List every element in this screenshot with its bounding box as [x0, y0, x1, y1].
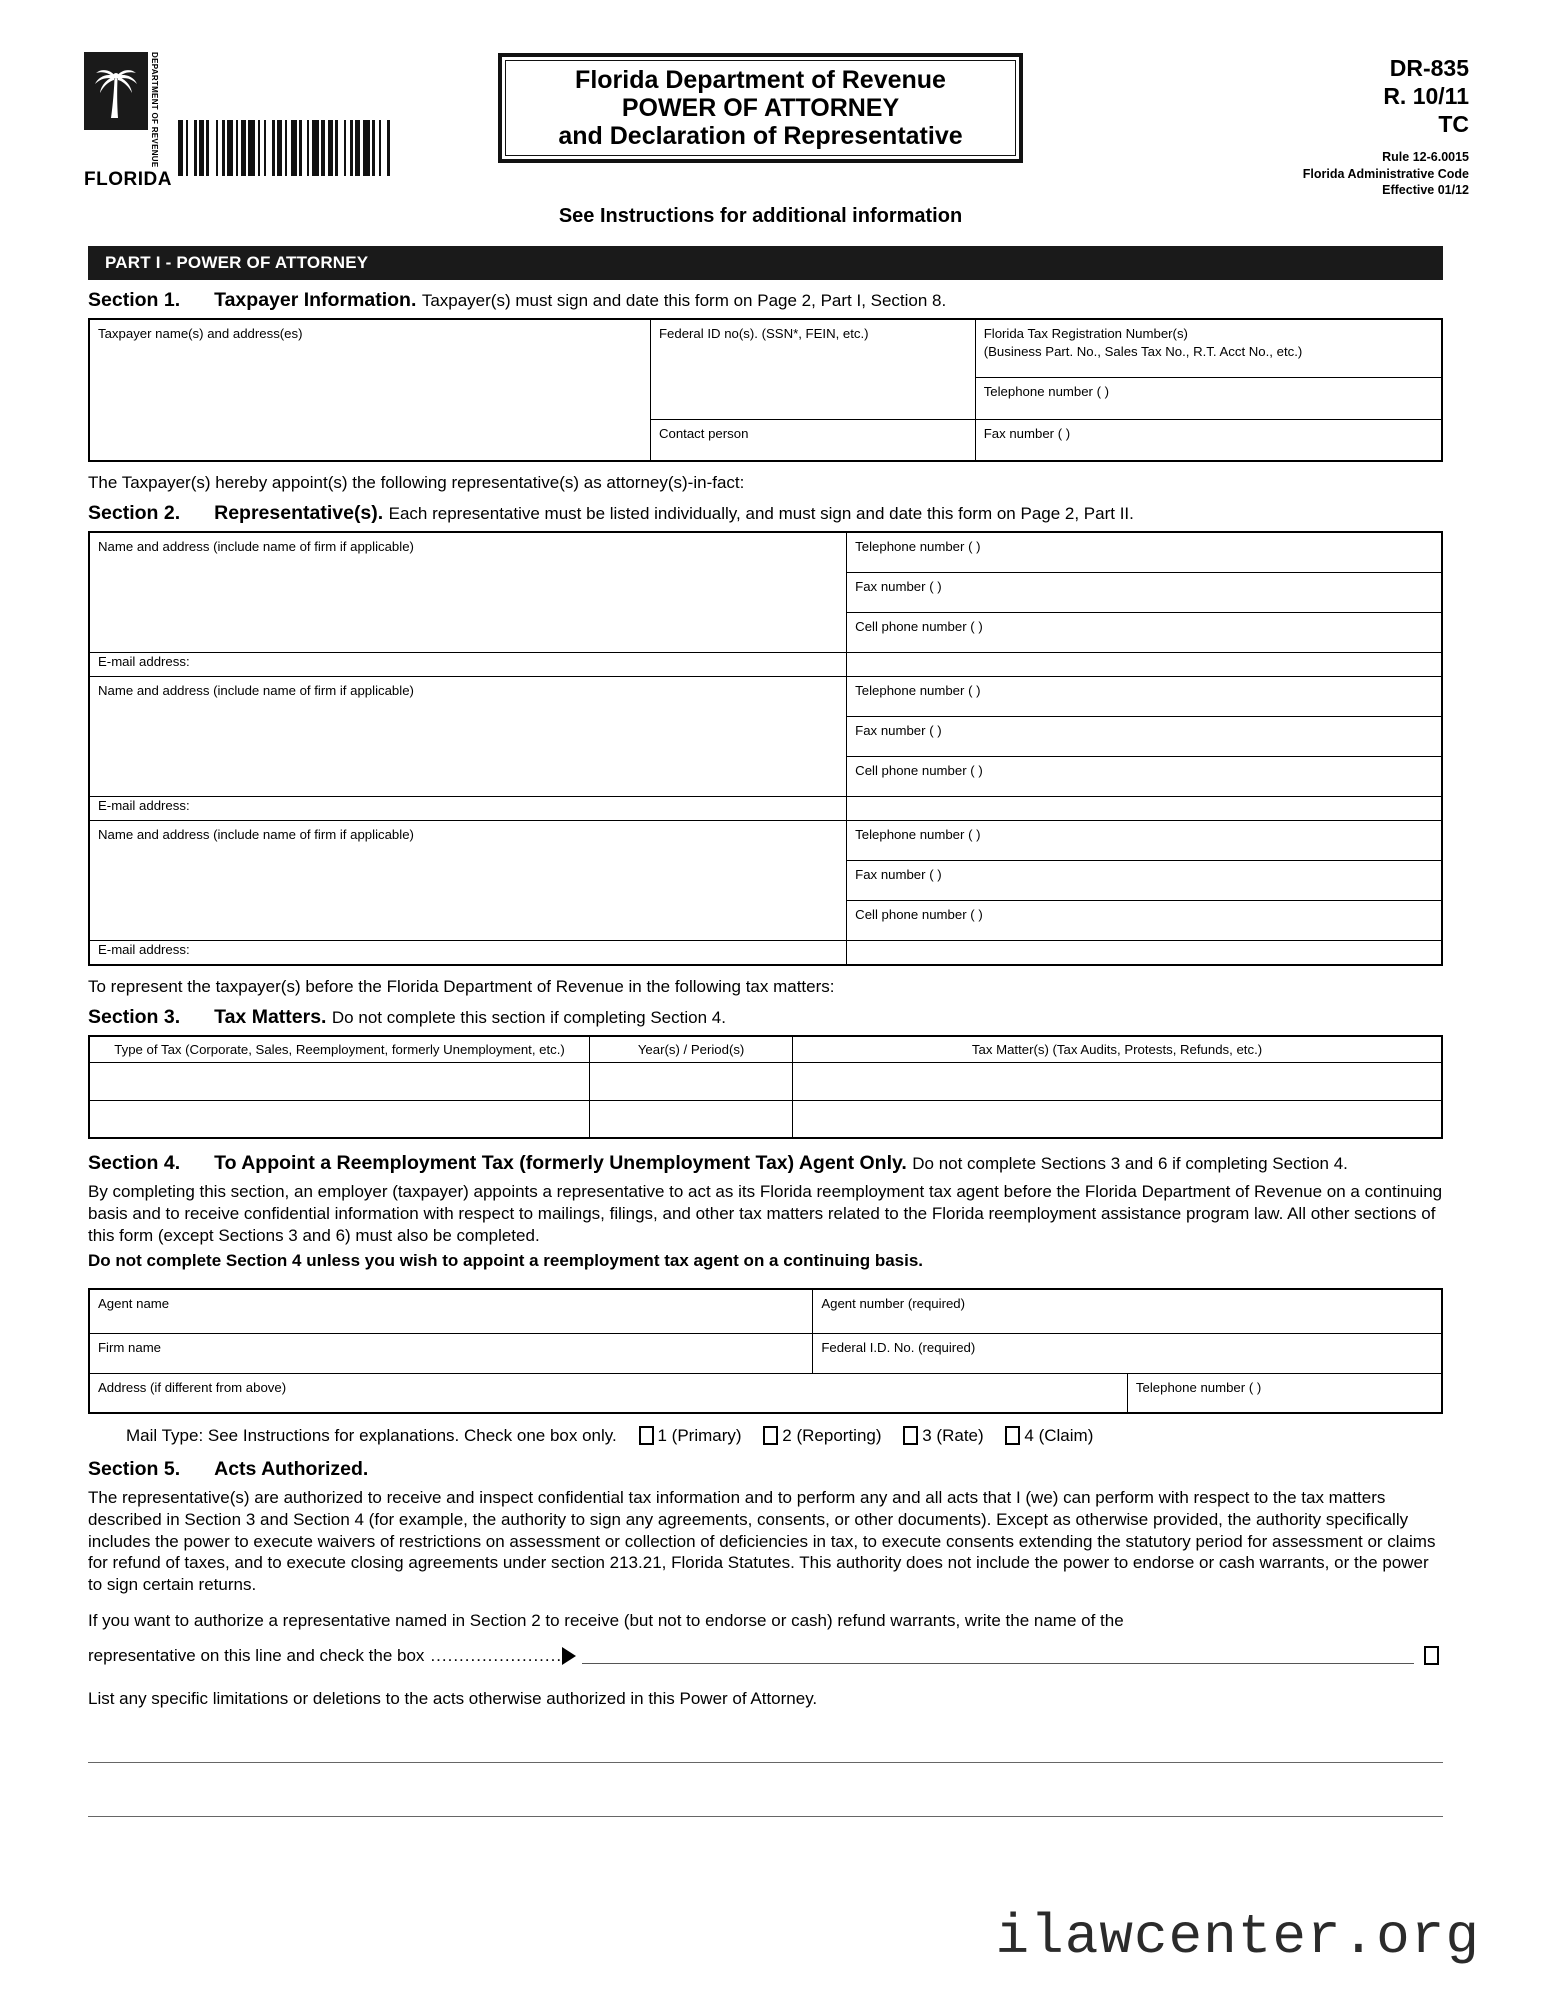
- agent-number-field[interactable]: [813, 1289, 1442, 1333]
- section-3-title: Tax Matters.: [214, 1005, 327, 1028]
- rep-2-email-label: E-mail address:: [98, 797, 190, 813]
- section-4-heading: [88, 1152, 1443, 1175]
- taxpayer-name-address-field[interactable]: [89, 319, 650, 461]
- contact-person-field[interactable]: [650, 419, 975, 461]
- rep-3-email-field[interactable]: [89, 940, 847, 965]
- s3-row2-col2[interactable]: [590, 1100, 793, 1138]
- agent-federal-id-field[interactable]: [813, 1333, 1442, 1373]
- s3-col2-header: Year(s) / Period(s): [590, 1036, 793, 1063]
- s3-col1-header: Type of Tax (Corporate, Sales, Reemployment, formerly Unemployment, etc.): [89, 1036, 590, 1063]
- rep-2-fax-label: Fax number ( ): [855, 722, 942, 738]
- form-tc: TC: [1438, 111, 1469, 138]
- form-title-line1: Florida Department of Revenue: [575, 66, 946, 94]
- agent-number-label: Agent number (required): [821, 1296, 966, 1311]
- section-3-heading: [88, 1006, 1443, 1029]
- logo-state-text: FLORIDA: [84, 168, 172, 190]
- rep-3-email-label: E-mail address:: [98, 941, 190, 957]
- arrow-right-icon: [562, 1647, 576, 1665]
- section-2-heading: [88, 502, 1443, 525]
- section-5-title: Acts Authorized.: [214, 1458, 369, 1480]
- rep-3-cell-label: Cell phone number ( ): [855, 906, 983, 922]
- watermark: ilawcenter.org: [995, 1905, 1480, 1969]
- form-rule: Rule 12-6.0015: [1382, 150, 1469, 165]
- s1-telephone-label: Telephone number ( ): [983, 383, 1110, 399]
- rep-2-cell-field[interactable]: [847, 756, 1442, 796]
- florida-dor-logo: [84, 52, 172, 189]
- palm-tree-icon: [84, 52, 148, 130]
- agent-telephone-field[interactable]: [1127, 1373, 1442, 1413]
- federal-id-label: Federal ID no(s). (SSN*, FEIN, etc.): [658, 326, 869, 341]
- mail-type-label-2: 2 (Reporting): [782, 1426, 882, 1445]
- rep-2-telephone-field[interactable]: [847, 676, 1442, 716]
- agent-name-field[interactable]: [89, 1289, 813, 1333]
- section-5-para2: If you want to authorize a representative named in Section 2 to receive (but not to endorse or cash) refund warrants, write the name of the: [88, 1610, 1124, 1630]
- rep-1-cell-field[interactable]: [847, 612, 1442, 652]
- form-title-line3: and Declaration of Representative: [558, 122, 963, 150]
- rep-1-email-field[interactable]: [89, 652, 847, 676]
- agent-telephone-label: Telephone number ( ): [1135, 1379, 1262, 1395]
- rep-3-telephone-field[interactable]: [847, 820, 1442, 860]
- mail-type-label-1: 1 (Primary): [657, 1426, 742, 1445]
- rep-1-cell-label: Cell phone number ( ): [855, 618, 983, 634]
- section-4-desc: Do not complete Sections 3 and 6 if completing Section 4.: [912, 1154, 1348, 1173]
- section-2-title: Representative(s).: [214, 502, 384, 524]
- mail-type-option-3[interactable]: [903, 1426, 983, 1445]
- section-5-para4: List any specific limitations or deletions to the acts otherwise authorized in this Power of Attorney.: [88, 1688, 818, 1708]
- section-2-number: Section 2.: [88, 502, 181, 524]
- appoint-line: The Taxpayer(s) hereby appoint(s) the following representative(s) as attorney(s)-in-fact:: [88, 473, 745, 492]
- limitations-line-2[interactable]: [88, 1777, 1443, 1817]
- representative-name-input[interactable]: [582, 1648, 1414, 1664]
- agent-name-label: Agent name: [98, 1296, 170, 1311]
- rep-1-name-label: Name and address (include name of firm if applicable): [98, 539, 414, 554]
- form-number: DR-835: [1389, 55, 1469, 81]
- barcode: [178, 120, 395, 176]
- mail-type-checkbox-4[interactable]: [1005, 1426, 1020, 1445]
- s3-col3-header: Tax Matter(s) (Tax Audits, Protests, Refunds, etc.): [793, 1036, 1442, 1063]
- rep-1-fax-label: Fax number ( ): [855, 578, 942, 594]
- section-3-table: [88, 1035, 1443, 1140]
- form-revision: R. 10/11: [1383, 83, 1469, 110]
- mail-type-option-1[interactable]: [639, 1426, 742, 1445]
- fl-registration-label-2: (Business Part. No., Sales Tax No., R.T. Acct No., etc.): [983, 344, 1303, 359]
- mail-type-option-4[interactable]: [1005, 1426, 1093, 1445]
- form-identification: [1303, 54, 1469, 199]
- refund-warrant-line: [88, 1646, 1443, 1666]
- form-admin-code: Florida Administrative Code: [1302, 166, 1469, 181]
- rep-1-name-address-field[interactable]: [89, 532, 847, 652]
- s3-row2-col1[interactable]: [89, 1100, 590, 1138]
- rep-1-fax-field[interactable]: [847, 572, 1442, 612]
- leader-dots: .......................: [430, 1645, 563, 1665]
- section-1-heading: [88, 289, 1443, 312]
- form-title-box: [498, 53, 1023, 163]
- section-3-number: Section 3.: [88, 1005, 181, 1028]
- fl-registration-label-1: Florida Tax Registration Number(s): [983, 326, 1188, 341]
- see-instructions-note: See Instructions for additional information: [558, 205, 963, 227]
- rep-1-telephone-field[interactable]: [847, 532, 1442, 572]
- mail-type-label-3: 3 (Rate): [922, 1426, 984, 1445]
- rep-2-cell-label: Cell phone number ( ): [855, 762, 983, 778]
- section-1-table: [88, 318, 1443, 462]
- agent-address-label: Address (if different from above): [98, 1379, 287, 1395]
- rep-3-fax-label: Fax number ( ): [855, 866, 942, 882]
- limitations-line-1[interactable]: [88, 1723, 1443, 1763]
- mail-type-intro: Mail Type: See Instructions for explanations. Check one box only.: [126, 1426, 617, 1445]
- mail-type-checkbox-3[interactable]: [903, 1426, 918, 1445]
- section-3-desc: Do not complete this section if completing Section 4.: [331, 1007, 726, 1027]
- fl-registration-field[interactable]: [975, 319, 1442, 377]
- section-4-warning: Do not complete Section 4 unless you wish to appoint a reemployment tax agent on a continuing basis.: [88, 1251, 924, 1271]
- rep-3-name-address-field[interactable]: [89, 820, 847, 940]
- rep-3-telephone-label: Telephone number ( ): [855, 826, 981, 842]
- part-1-bar: PART I - POWER OF ATTORNEY: [88, 246, 1443, 280]
- form-title-line2: POWER OF ATTORNEY: [621, 94, 900, 122]
- rep-2-name-label: Name and address (include name of firm if applicable): [98, 682, 414, 698]
- represent-line: To represent the taxpayer(s) before the Florida Department of Revenue in the following tax matters:: [88, 976, 835, 996]
- rep-3-cell-field[interactable]: [847, 900, 1442, 940]
- firm-name-label: Firm name: [98, 1339, 162, 1355]
- refund-warrant-text: representative on this line and check the box: [88, 1645, 425, 1665]
- logo-dept-text: DEPARTMENT OF REVENUE: [150, 52, 159, 168]
- rep-1-email-label: E-mail address:: [98, 653, 190, 669]
- mail-type-checkbox-1[interactable]: [639, 1426, 654, 1445]
- rep-1-cell-spacer: [847, 652, 1442, 676]
- s3-row2-col3[interactable]: [793, 1100, 1442, 1138]
- mail-type-label-4: 4 (Claim): [1024, 1426, 1094, 1445]
- rep-2-telephone-label: Telephone number ( ): [855, 682, 981, 698]
- form-effective-date: Effective 01/12: [1382, 183, 1469, 198]
- rep-2-name-address-field[interactable]: [89, 676, 847, 796]
- rep-3-fax-field[interactable]: [847, 860, 1442, 900]
- s1-fax-label: Fax number ( ): [983, 425, 1071, 441]
- section-5-heading: [88, 1458, 1443, 1481]
- section-4-number: Section 4.: [88, 1152, 181, 1174]
- agent-federal-id-label: Federal I.D. No. (required): [821, 1339, 976, 1355]
- section-1-title: Taxpayer Information.: [214, 289, 417, 311]
- mail-type-checkbox-2[interactable]: [763, 1426, 778, 1445]
- contact-person-label: Contact person: [658, 425, 749, 441]
- s3-row1-col1[interactable]: [89, 1062, 590, 1100]
- rep-2-email-field[interactable]: [89, 796, 847, 820]
- section-1-number: Section 1.: [88, 289, 181, 311]
- rep-1-telephone-label: Telephone number ( ): [855, 539, 981, 554]
- taxpayer-name-address-label: Taxpayer name(s) and address(es): [98, 326, 303, 341]
- section-4-title: To Appoint a Reemployment Tax (formerly Unemployment Tax) Agent Only.: [214, 1152, 907, 1174]
- firm-name-field[interactable]: [89, 1333, 813, 1373]
- rep-3-name-label: Name and address (include name of firm if applicable): [98, 826, 414, 842]
- form-body: [88, 246, 1443, 1817]
- section-4-para1: By completing this section, an employer (taxpayer) appoints a representative to act as its Florida reemployment tax agent before the Florida Department of Revenue on a continuing basis and to receive confidential information with respect to mailings, filings, and other tax matters related to the Florida reemployment assistance program law. All other sections of this form (except Sections 3 and 6) must also be completed.: [88, 1182, 1443, 1245]
- rep-2-cell-spacer: [847, 796, 1442, 820]
- section-2-table: [88, 531, 1443, 966]
- s3-row1-col2[interactable]: [590, 1062, 793, 1100]
- s1-fax-field[interactable]: [975, 419, 1442, 461]
- section-2-desc: Each representative must be listed individually, and must sign and date this form on Page 2, Part II.: [388, 504, 1134, 523]
- s3-row1-col3[interactable]: [793, 1062, 1442, 1100]
- federal-id-field[interactable]: [650, 319, 975, 419]
- rep-3-cell-spacer: [847, 940, 1442, 965]
- mail-type-option-2[interactable]: [763, 1426, 881, 1445]
- s1-telephone-field[interactable]: [975, 377, 1442, 419]
- form-header: [0, 0, 1554, 227]
- section-5-para1: The representative(s) are authorized to receive and inspect confidential tax information and to perform any and all acts that I (we) can perform with respect to the tax matters described in Section 3 and Section 4 (for example, the authority to sign any agreements, consents, or other documents). Except as otherwise provided, the authority specifically includes the power to execute waivers of restrictions on assessment or collection of deficiencies in tax, to execute consents extending the statutory period for assessment or claims for refund of taxes, and to execute closing agreements under section 213.21, Florida Statutes. This authority does not include the power to endorse or cash warrants, or the power to sign certain returns.: [88, 1488, 1436, 1594]
- section-4-table: [88, 1288, 1443, 1414]
- section-5-number: Section 5.: [88, 1458, 181, 1480]
- agent-address-field[interactable]: [89, 1373, 1127, 1413]
- rep-2-fax-field[interactable]: [847, 716, 1442, 756]
- section-1-desc: Taxpayer(s) must sign and date this form on Page 2, Part I, Section 8.: [421, 291, 947, 310]
- refund-warrant-checkbox[interactable]: [1424, 1646, 1439, 1665]
- mail-type-row: [126, 1426, 1443, 1446]
